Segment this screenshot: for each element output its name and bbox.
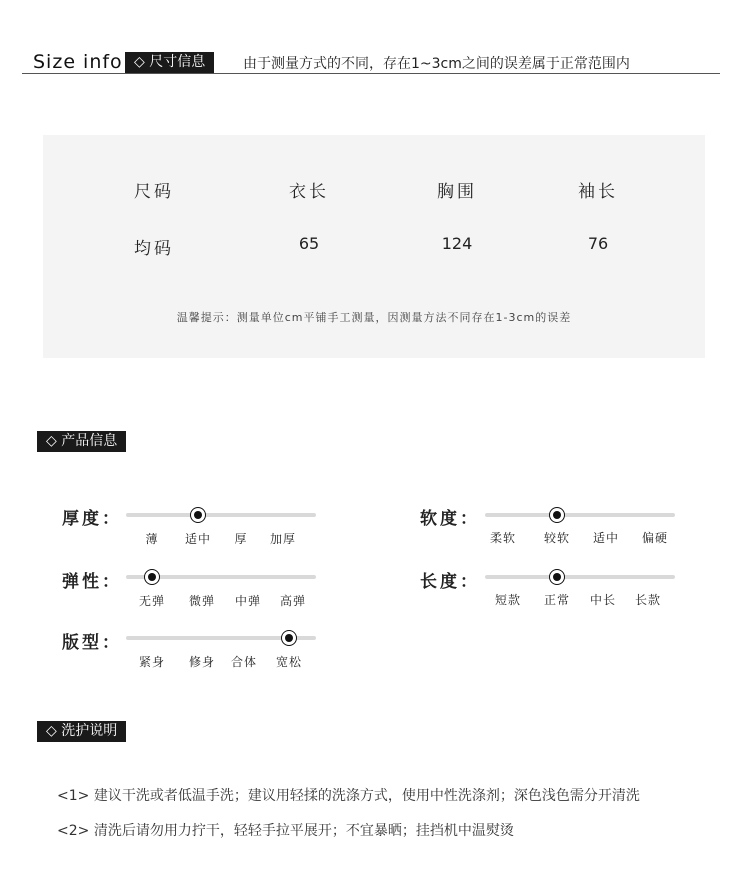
table-tip: 温馨提示：测量单位cm平铺手工测量，因测量方法不同存在1-3cm的误差: [176, 311, 572, 324]
attribute-option: 中弹: [234, 594, 262, 608]
attribute-label: 厚度：: [62, 509, 122, 529]
attribute-option: 修身: [188, 655, 216, 669]
attribute-option: 厚: [234, 532, 248, 546]
attribute-track: [485, 513, 675, 517]
attribute-indicator: [549, 569, 565, 585]
table-cell-size: 均码: [134, 239, 174, 259]
table-cell-chest: 124: [441, 234, 473, 253]
product-info-tag: ◇ 产品信息: [37, 431, 126, 452]
attribute-option: 微弹: [188, 594, 216, 608]
size-info-tag: ◇ 尺寸信息: [125, 52, 214, 73]
attribute-option: 无弹: [138, 594, 166, 608]
attribute-option: 高弹: [279, 594, 307, 608]
table-cell-sleeve: 76: [587, 234, 609, 253]
table-header-length: 衣长: [289, 182, 329, 202]
care-instructions-tag: ◇ 洗护说明: [37, 721, 126, 742]
measurement-note: 由于测量方式的不同，存在1~3cm之间的误差属于正常范围内: [243, 56, 630, 72]
attribute-indicator: [549, 507, 565, 523]
attribute-label: 版型：: [62, 633, 122, 653]
size-table: [43, 135, 705, 358]
attribute-option: 适中: [592, 531, 620, 545]
attribute-option: 中长: [589, 593, 617, 607]
attribute-option: 适中: [184, 532, 212, 546]
attribute-option: 柔软: [489, 531, 517, 545]
table-header-sleeve: 袖长: [578, 182, 618, 202]
attribute-label: 弹性：: [62, 572, 122, 592]
attribute-option: 宽松: [275, 655, 303, 669]
attribute-option: 正常: [543, 593, 571, 607]
attribute-track: [485, 575, 675, 579]
care-line-2: <2> 清洗后请勿用力拧干，轻轻手拉平展开；不宜暴晒；挂挡机中温熨烫: [57, 823, 514, 839]
size-info-title: Size info: [33, 51, 123, 73]
table-cell-length: 65: [298, 234, 320, 253]
attribute-option: 较软: [543, 531, 571, 545]
attribute-option: 短款: [494, 593, 522, 607]
table-header-size: 尺码: [134, 182, 174, 202]
attribute-label: 长度：: [420, 572, 480, 592]
table-header-chest: 胸围: [437, 182, 477, 202]
attribute-option: 加厚: [269, 532, 297, 546]
attribute-option: 薄: [145, 532, 159, 546]
attribute-indicator: [281, 630, 297, 646]
attribute-indicator: [190, 507, 206, 523]
attribute-option: 合体: [230, 655, 258, 669]
header-divider: [22, 73, 720, 74]
care-line-1: <1> 建议干洗或者低温手洗；建议用轻揉的洗涤方式，使用中性洗涤剂；深色浅色需分开清洗: [57, 788, 640, 804]
attribute-track: [126, 513, 316, 517]
attribute-option: 长款: [634, 593, 662, 607]
attribute-option: 偏硬: [641, 531, 669, 545]
attribute-indicator: [144, 569, 160, 585]
attribute-label: 软度：: [420, 509, 480, 529]
attribute-option: 紧身: [138, 655, 166, 669]
